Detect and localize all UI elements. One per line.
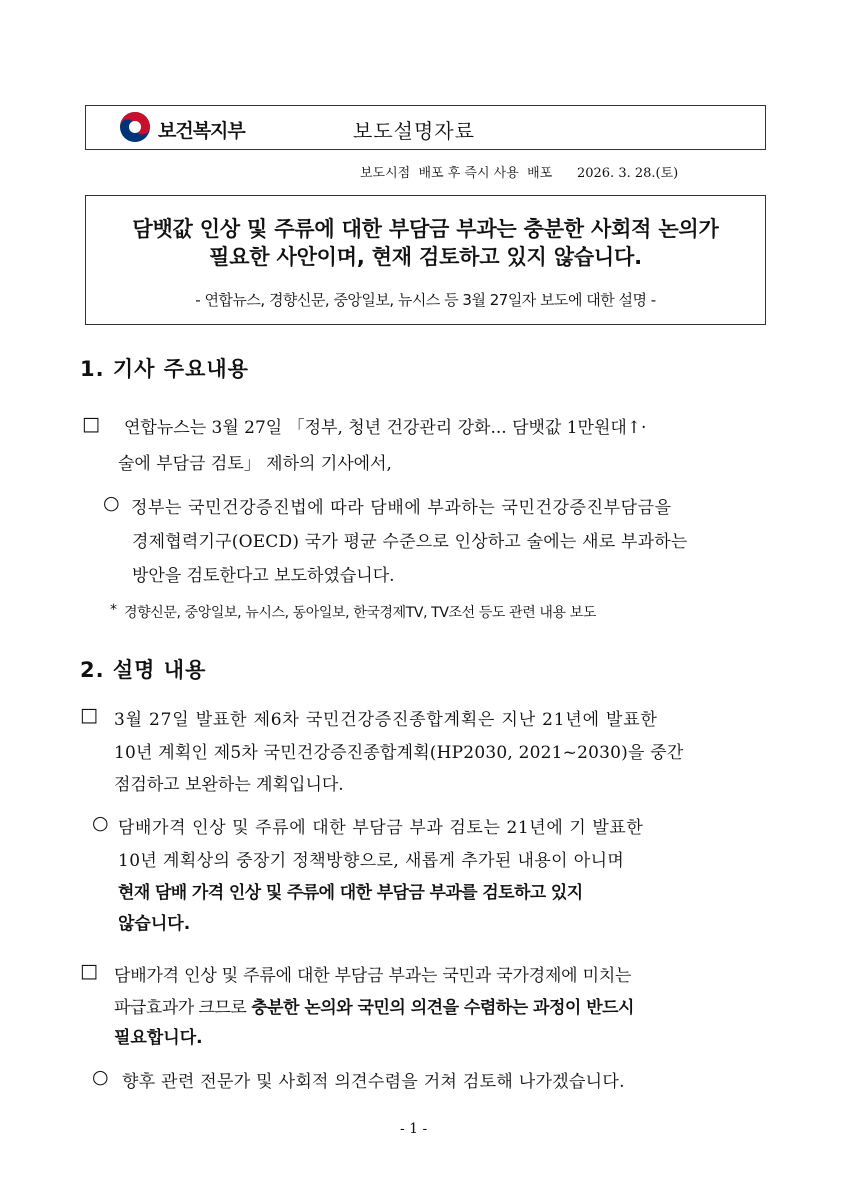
s2-item1-line3: 점검하고 보완하는 계획입니다. <box>114 775 344 795</box>
square-bullet: □ <box>82 413 100 435</box>
headline-line-1: 담뱃값 인상 및 주류에 대한 부담금 부과는 충분한 사회적 논의가 <box>132 217 719 241</box>
release-info: 보도시점 배포 후 즉시 사용 배포 2026. 3. 28.(토) <box>360 166 679 181</box>
s1-note: 경향신문, 중앙일보, 뉴시스, 동아일보, 한국경제TV, TV조선 등도 관련 내용 보도 <box>124 605 596 621</box>
circle-bullet: ○ <box>92 1066 109 1088</box>
s2-sub1-line1: 담배가격 인상 및 주류에 대한 부담금 부과 검토는 21년에 기 발표한 <box>118 818 644 838</box>
s2-item2-line2-emphasis: 충분한 논의와 국민의 의견을 수렴하는 과정이 반드시 <box>251 998 634 1018</box>
government-emblem-icon <box>118 110 152 144</box>
s2-sub1-line2: 10년 계획상의 중장기 정책방향으로, 새롭게 추가된 내용이 아니며 <box>118 851 625 871</box>
s2-item2-line1: 담배가격 인상 및 주류에 대한 부담금 부과는 국민과 국가경제에 미치는 <box>114 966 632 986</box>
s2-item1-line1: 3월 27일 발표한 제6차 국민건강증진종합계획은 지난 21년에 발표한 <box>114 710 658 730</box>
s1-item1-line1: 연합뉴스는 3월 27일 「정부, 청년 건강관리 강화... 담뱃값 1만원대↑· <box>124 418 647 438</box>
square-bullet: □ <box>80 704 98 726</box>
headline-line-2: 필요한 사안이며, 현재 검토하고 있지 않습니다. <box>209 245 642 269</box>
s1-sub1-line3: 방안을 검토한다고 보도하였습니다. <box>132 566 395 586</box>
s1-sub1-line1: 정부는 국민건강증진법에 따라 담배에 부과하는 국민건강증진부담금을 <box>131 498 672 518</box>
org-name: 보건복지부 <box>158 120 245 142</box>
s2-sub2-line1: 향후 관련 전문가 및 사회적 의견수렴을 거쳐 검토해 나가겠습니다. <box>122 1072 625 1092</box>
s2-item2-line3: 필요합니다. <box>114 1028 203 1048</box>
headline-subtitle: - 연합뉴스, 경향신문, 중앙일보, 뉴시스 등 3월 27일자 보도에 대한 설명 - <box>195 291 656 309</box>
s2-item2-line2-plain: 파급효과가 크므로 <box>114 998 252 1018</box>
s2-item2-line2 <box>114 993 634 1018</box>
section-2-heading: 2. 설명 내용 <box>80 658 207 682</box>
document-type: 보도설명자료 <box>353 119 475 143</box>
square-bullet: □ <box>80 960 98 982</box>
s2-sub1-line3: 현재 담배 가격 인상 및 주류에 대한 부담금 부과를 검토하고 있지 <box>118 883 583 903</box>
s1-sub1-line2: 경제협력기구(OECD) 국가 평균 수준으로 인상하고 술에는 새로 부과하는 <box>132 532 688 552</box>
s2-sub1-line4: 않습니다. <box>118 914 191 934</box>
section-1-heading: 1. 기사 주요내용 <box>80 357 249 381</box>
page-number: - 1 - <box>400 1121 428 1137</box>
s2-item1-line2: 10년 계획인 제5차 국민건강증진종합계획(HP2030, 2021~2030)을 중간 <box>114 743 684 763</box>
asterisk-marker: * <box>110 602 117 618</box>
circle-bullet: ○ <box>103 492 120 514</box>
circle-bullet: ○ <box>92 812 109 834</box>
s1-item1-line2: 술에 부담금 검토」 제하의 기사에서, <box>118 454 392 474</box>
